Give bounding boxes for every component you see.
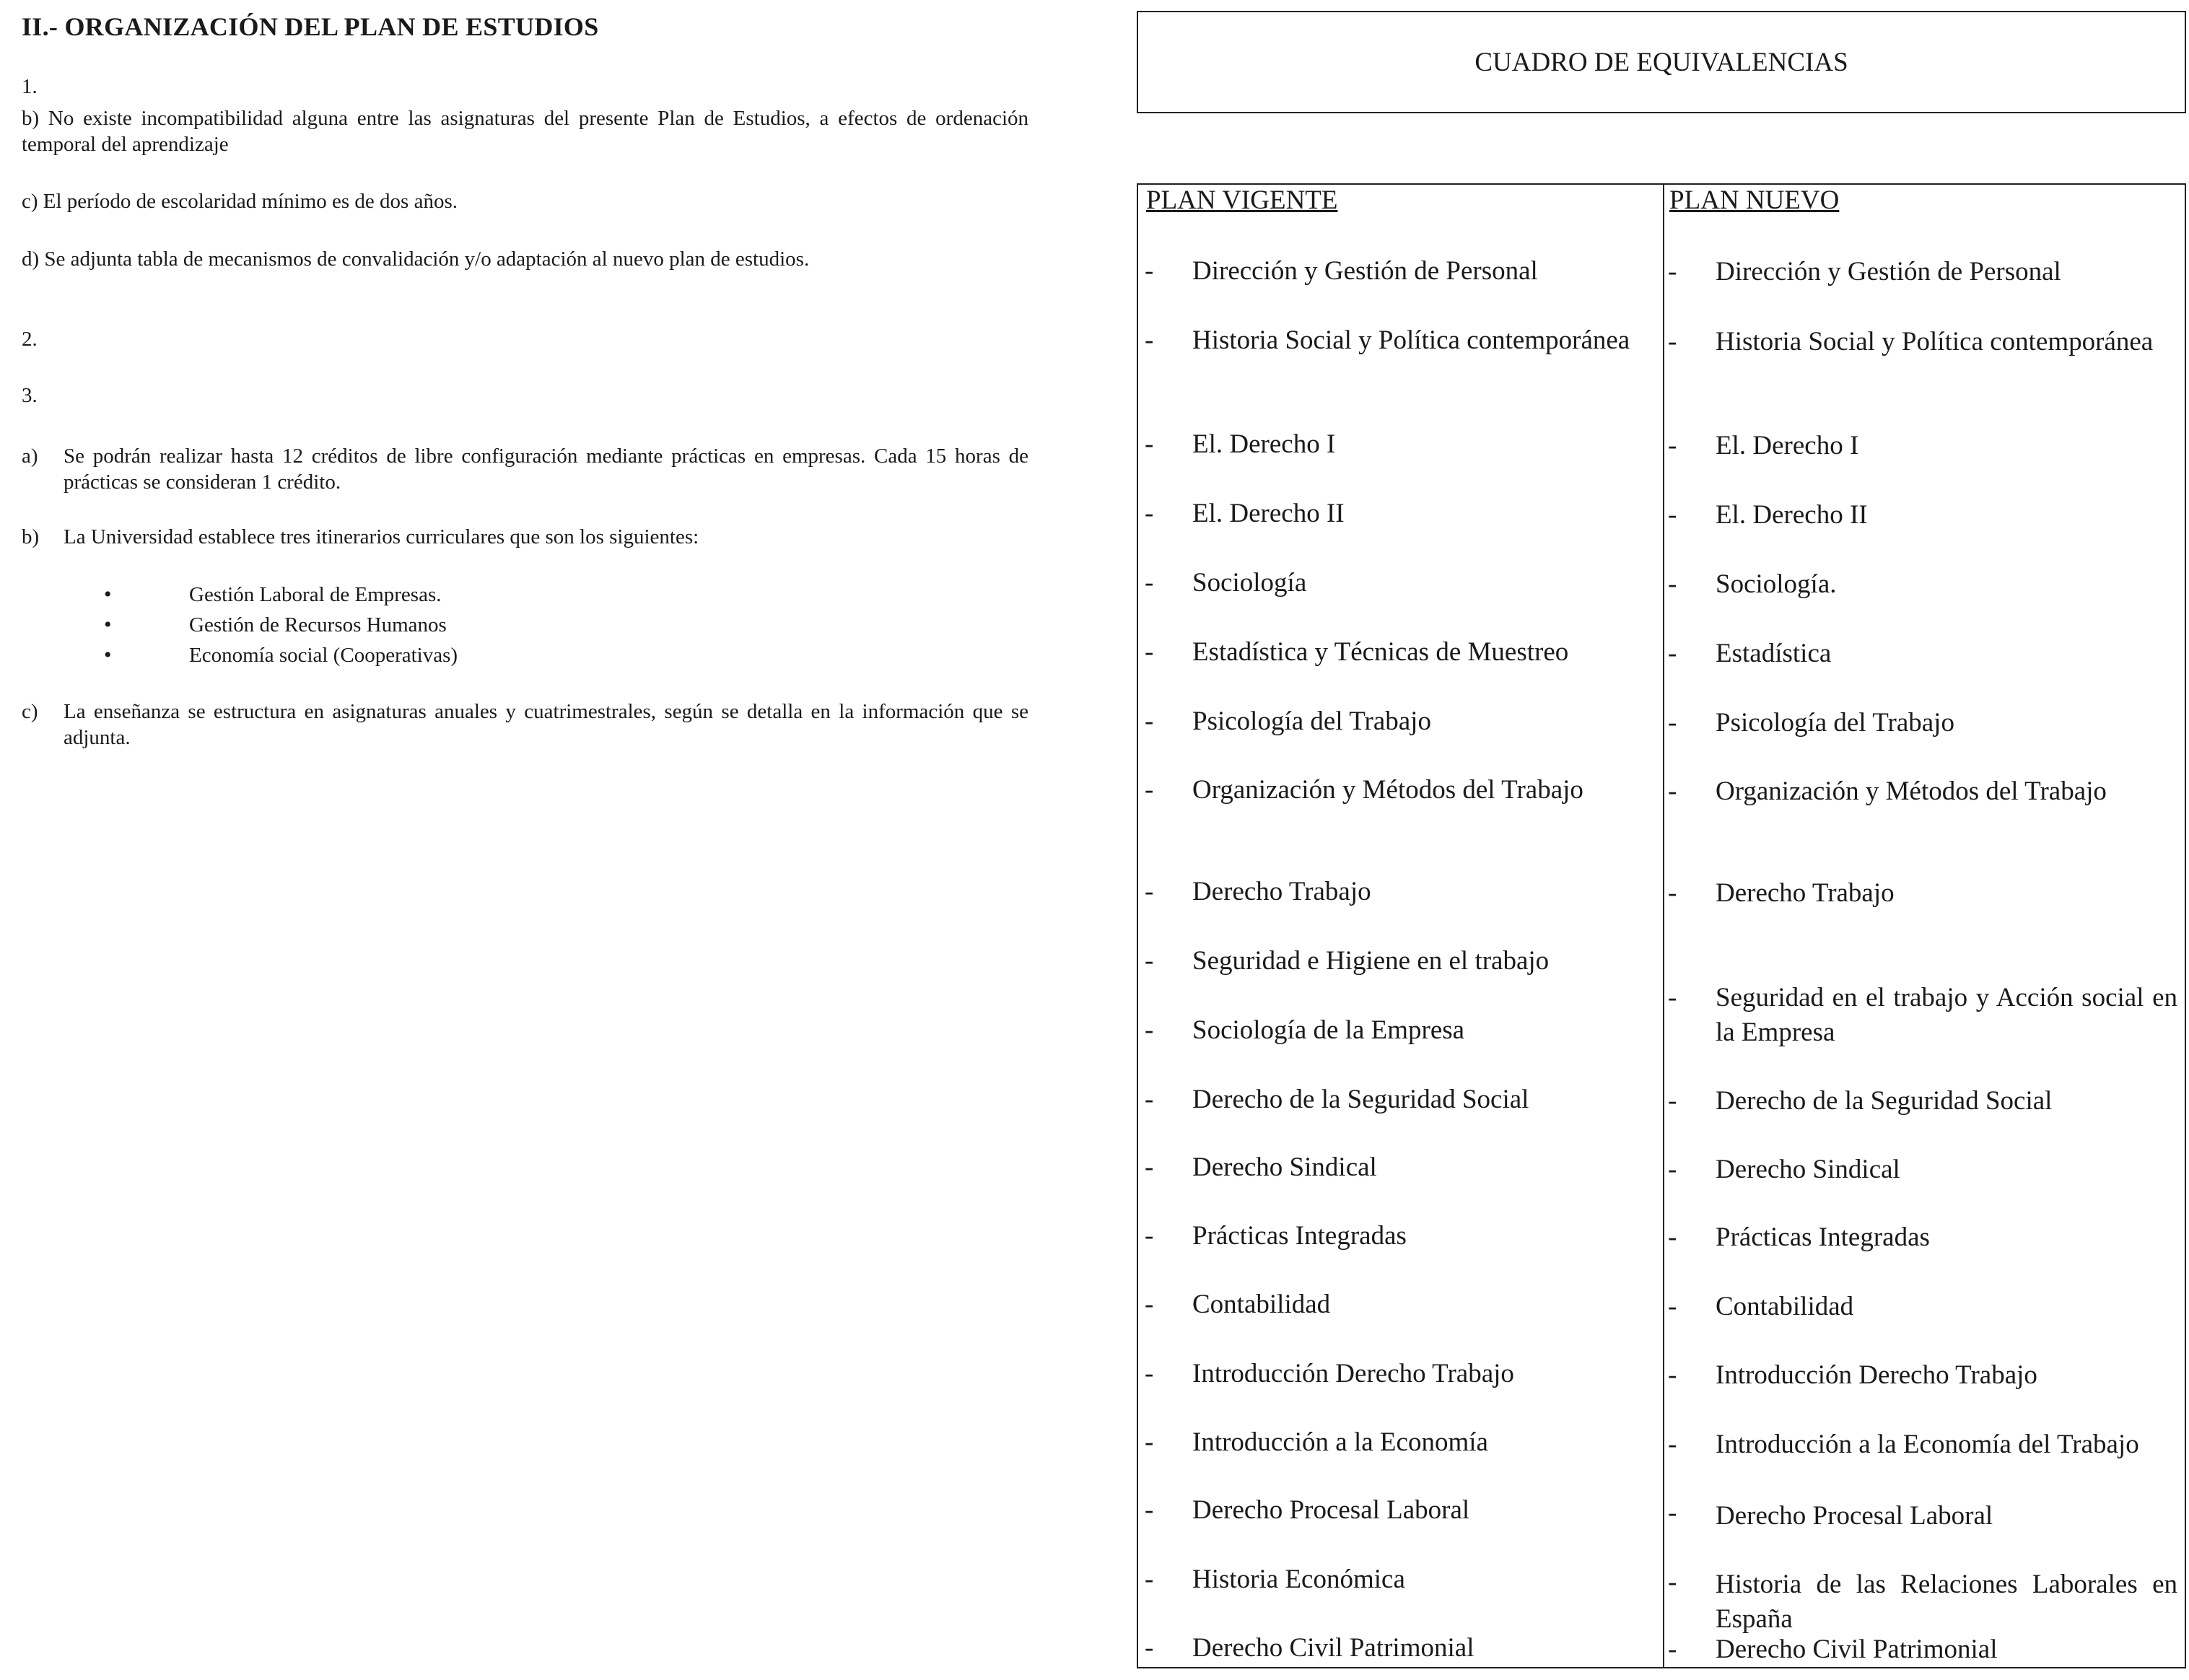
paragraph-b: b) No existe incompatibilidad alguna entre las asignaturas del presente Plan de Estudios, a efectos de ordenación temporal del aprendizaje (22, 107, 1028, 156)
plan-vigente-subject: Introducción Derecho Trabajo (1192, 1359, 1514, 1388)
row-dash: - (1668, 569, 1677, 599)
plan-vigente-subject: Derecho Civil Patrimonial (1192, 1633, 1474, 1663)
row-dash: - (1145, 775, 1154, 805)
plan-nuevo-subject: Introducción a la Economía del Trabajo (1716, 1430, 2139, 1459)
row-dash: - (1145, 946, 1154, 976)
row-dash: - (1668, 1635, 1677, 1664)
row-dash: - (1145, 1633, 1154, 1663)
row-dash: - (1668, 257, 1677, 286)
item-c-marker: c) (22, 700, 38, 723)
row-dash: - (1668, 639, 1677, 668)
point-3-number: 3. (22, 384, 38, 407)
plan-vigente-subject: Derecho Sindical (1192, 1152, 1377, 1182)
plan-vigente-subject: Organización y Métodos del Trabajo (1192, 775, 1583, 805)
plan-vigente-subject: Seguridad e Higiene en el trabajo (1192, 946, 1550, 976)
plan-nuevo-subject: Derecho Procesal Laboral (1716, 1501, 1993, 1531)
row-dash: - (1145, 877, 1154, 906)
plan-nuevo-subject: Sociología. (1716, 569, 1837, 599)
column-divider (1663, 183, 1664, 1668)
plan-vigente-subject: Dirección y Gestión de Personal (1192, 256, 1538, 286)
row-dash: - (1145, 637, 1154, 667)
plan-nuevo-subject: El. Derecho II (1716, 500, 1868, 530)
row-dash: - (1668, 878, 1677, 908)
row-dash: - (1668, 1430, 1677, 1459)
plan-nuevo-subject: Derecho Trabajo (1716, 878, 1895, 908)
plan-nuevo-subject: Dirección y Gestión de Personal (1716, 257, 2061, 286)
item-c-text: La enseñanza se estructura en asignaturas anuales y cuatrimestrales, según se detalla en la información que se adjunta. (64, 700, 1028, 749)
plan-nuevo-subject: Organización y Métodos del Trabajo (1716, 776, 2107, 806)
plan-vigente-subject: Historia Económica (1192, 1565, 1405, 1594)
row-dash: - (1668, 1498, 1677, 1528)
bullet-item: Gestión Laboral de Empresas. (189, 583, 442, 606)
paragraph-d: d) Se adjunta tabla de mecanismos de convalidación y/o adaptación al nuevo plan de estudios. (22, 248, 810, 271)
row-dash: - (1145, 429, 1154, 459)
row-dash: - (1145, 499, 1154, 528)
row-dash: - (1145, 568, 1154, 598)
row-dash: - (1145, 1359, 1154, 1388)
plan-vigente-subject: El. Derecho II (1192, 499, 1345, 528)
plan-nuevo-subject: El. Derecho I (1716, 431, 1859, 460)
row-dash: - (1145, 1290, 1154, 1319)
point-1-number: 1. (22, 75, 38, 98)
plan-vigente-subject: Estadística y Técnicas de Muestreo (1192, 637, 1569, 667)
plan-nuevo-subject: Derecho Sindical (1716, 1155, 1900, 1184)
plan-nuevo-subject: Contabilidad (1716, 1292, 1854, 1321)
item-a-text: Se podrán realizar hasta 12 créditos de libre configuración mediante prácticas en empresas. Cada 15 horas de prácticas se consideran 1 crédito. (64, 445, 1028, 494)
bullet-icon: • (104, 643, 112, 667)
row-dash: - (1145, 1221, 1154, 1251)
plan-vigente-subject: Sociología (1192, 568, 1307, 598)
row-dash: - (1668, 327, 1677, 356)
plan-nuevo-subject: Prácticas Integradas (1716, 1222, 1930, 1252)
plan-nuevo-subject: Estadística (1716, 639, 1832, 668)
plan-vigente-subject: Contabilidad (1192, 1290, 1331, 1319)
row-dash: - (1145, 325, 1154, 355)
plan-vigente-subject: Psicología del Trabajo (1192, 706, 1431, 736)
row-dash: - (1145, 706, 1154, 736)
item-b-text: La Universidad establece tres itinerarios curriculares que son los siguientes: (64, 525, 699, 548)
section-heading: II.- ORGANIZACIÓN DEL PLAN DE ESTUDIOS (22, 12, 599, 41)
row-dash: - (1668, 708, 1677, 738)
plan-vigente-subject: Sociología de la Empresa (1192, 1015, 1465, 1045)
row-dash: - (1668, 1222, 1677, 1252)
item-b-marker: b) (22, 525, 40, 548)
equivalences-title: CUADRO DE EQUIVALENCIAS (1474, 47, 1848, 77)
row-dash: - (1145, 1015, 1154, 1045)
row-dash: - (1145, 1085, 1154, 1114)
row-dash: - (1668, 431, 1677, 460)
header-plan-nuevo: PLAN NUEVO (1669, 185, 1840, 215)
plan-vigente-subject: Derecho Procesal Laboral (1192, 1495, 1470, 1525)
row-dash: - (1668, 1155, 1677, 1184)
plan-vigente-subject: Derecho Trabajo (1192, 877, 1371, 906)
bullet-icon: • (104, 582, 112, 606)
row-dash: - (1668, 983, 1677, 1012)
row-dash: - (1145, 1152, 1154, 1182)
plan-nuevo-subject: Seguridad en el trabajo y Acción social en la Empresa (1716, 983, 2177, 1047)
plan-vigente-subject: El. Derecho I (1192, 429, 1336, 459)
row-dash: - (1668, 1292, 1677, 1321)
row-dash: - (1668, 1360, 1677, 1390)
plan-nuevo-subject: Derecho de la Seguridad Social (1716, 1086, 2053, 1116)
row-dash: - (1668, 1086, 1677, 1116)
plan-nuevo-subject: Introducción Derecho Trabajo (1716, 1360, 2037, 1390)
row-dash: - (1145, 256, 1154, 286)
row-dash: - (1145, 1495, 1154, 1525)
plan-nuevo-subject: Historia Social y Política contemporánea (1716, 327, 2154, 356)
plan-nuevo-subject: Psicología del Trabajo (1716, 708, 1954, 738)
row-dash: - (1668, 1567, 1677, 1597)
bullet-item: Economía social (Cooperativas) (189, 644, 458, 667)
plan-vigente-subject: Introducción a la Economía (1192, 1427, 1488, 1457)
equivalences-title-box (1137, 11, 2186, 113)
plan-nuevo-subject: Derecho Civil Patrimonial (1716, 1635, 1998, 1664)
bullet-item: Gestión de Recursos Humanos (189, 613, 447, 636)
paragraph-c: c) El período de escolaridad mínimo es de dos años. (22, 190, 458, 213)
row-dash: - (1145, 1565, 1154, 1594)
row-dash: - (1668, 776, 1677, 806)
plan-vigente-subject: Derecho de la Seguridad Social (1192, 1085, 1529, 1114)
row-dash: - (1145, 1427, 1154, 1457)
bullet-icon: • (104, 613, 112, 636)
plan-vigente-subject: Historia Social y Política contemporánea (1192, 325, 1630, 355)
row-dash: - (1668, 500, 1677, 530)
item-a-marker: a) (22, 445, 38, 468)
plan-nuevo-subject: Historia de las Relaciones Laborales en España (1716, 1570, 2177, 1634)
header-plan-vigente: PLAN VIGENTE (1146, 185, 1338, 215)
plan-vigente-subject: Prácticas Integradas (1192, 1221, 1407, 1251)
point-2-number: 2. (22, 328, 38, 351)
